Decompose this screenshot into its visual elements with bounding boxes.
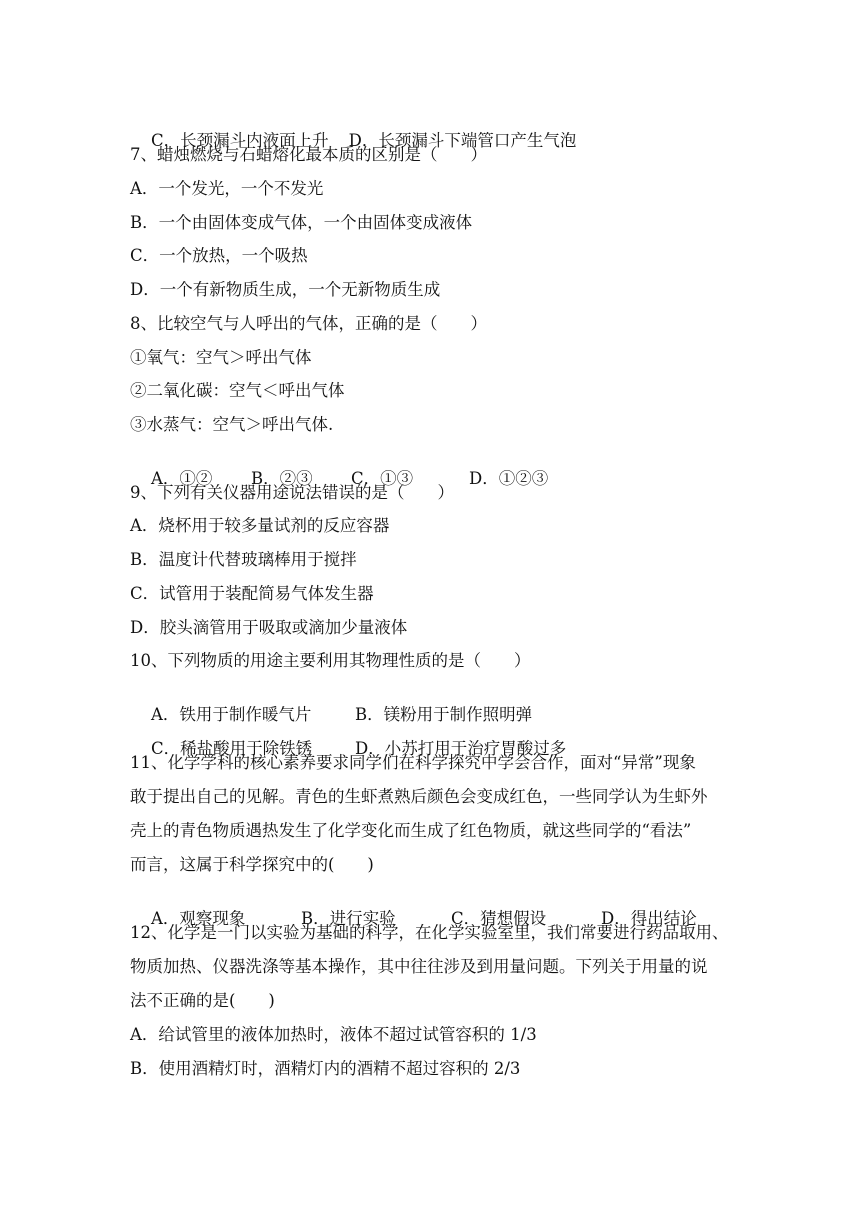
- q11-option-b: B．进行实验: [300, 909, 396, 928]
- q9-option-b: B．温度计代替玻璃棒用于搅拌: [130, 550, 357, 569]
- q11-option-d: D．得出结论: [600, 909, 697, 928]
- q10-option-a: A．铁用于制作暖气片: [150, 705, 312, 724]
- q8-option-a: A．①②: [150, 469, 213, 488]
- q10-stem: 10、下列物质的用途主要利用其物理性质的是（ ）: [130, 651, 531, 670]
- q6-option-c: C．长颈漏斗内液面上升: [150, 131, 329, 150]
- q11-stem-line-2: 敢于提出自己的见解。青色的生虾煮熟后颜色会变成红色，一些同学认为生虾外: [130, 787, 708, 806]
- q10-option-d: D．小苏打用于治疗胃酸过多: [354, 739, 567, 758]
- q12-option-a: A．给试管里的液体加热时，液体不超过试管容积的 1/3: [130, 1025, 537, 1044]
- q8-option-d: D．①②③: [468, 469, 549, 488]
- q7-option-d: D．一个有新物质生成，一个无新物质生成: [130, 280, 441, 299]
- q9-option-c: C．试管用于装配简易气体发生器: [130, 584, 374, 603]
- q11-stem-line-3: 壳上的青色物质遇热发生了化学变化而生成了红色物质，就这些同学的“看法”: [130, 821, 692, 840]
- q8-item-3: ③水蒸气：空气＞呼出气体.: [130, 415, 334, 434]
- q6-option-d: D．长颈漏斗下端管口产生气泡: [348, 131, 577, 150]
- q9-option-a: A．烧杯用于较多量试剂的反应容器: [130, 516, 390, 535]
- q11-stem-line-1: 11、化学学科的核心素养要求同学们在科学探究中学会合作，面对“异常”现象: [130, 753, 696, 772]
- q12-option-b: B．使用酒精灯时，酒精灯内的酒精不超过容积的 2/3: [130, 1059, 521, 1078]
- q8-item-2: ②二氧化碳：空气＜呼出气体: [130, 381, 345, 400]
- q12-stem-line-3: 法不正确的是( ): [130, 991, 275, 1010]
- q11-option-a: A．观察现象: [150, 909, 246, 928]
- q7-option-c: C．一个放热，一个吸热: [130, 246, 308, 265]
- q7-stem: 7、蜡烛燃烧与石蜡熔化最本质的区别是（ ）: [130, 145, 487, 164]
- q9-stem: 9、下列有关仪器用途说法错误的是（ ）: [130, 483, 454, 502]
- q12-stem-line-1: 12、化学是一门以实验为基础的科学，在化学实验室里，我们常要进行药品取用、: [130, 923, 729, 942]
- q11-stem-line-4: 而言，这属于科学探究中的( ): [130, 855, 374, 874]
- q8-item-1: ①氧气：空气＞呼出气体: [130, 348, 312, 367]
- q8-option-b: B．②③: [250, 469, 313, 488]
- q9-option-d: D．胶头滴管用于吸取或滴加少量液体: [130, 618, 408, 637]
- q10-option-b: B．镁粉用于制作照明弹: [354, 705, 533, 724]
- q8-stem: 8、比较空气与人呼出的气体，正确的是（ ）: [130, 314, 487, 333]
- q7-option-a: A．一个发光，一个不发光: [130, 179, 324, 198]
- q8-option-c: C．①③: [350, 469, 414, 488]
- q10-option-c: C．稀盐酸用于除铁锈: [150, 739, 313, 758]
- q7-option-b: B．一个由固体变成气体，一个由固体变成液体: [130, 213, 473, 232]
- q12-stem-line-2: 物质加热、仪器洗涤等基本操作，其中往往涉及到用量问题。下列关于用量的说: [130, 957, 708, 976]
- q11-option-c: C．猜想假设: [450, 909, 547, 928]
